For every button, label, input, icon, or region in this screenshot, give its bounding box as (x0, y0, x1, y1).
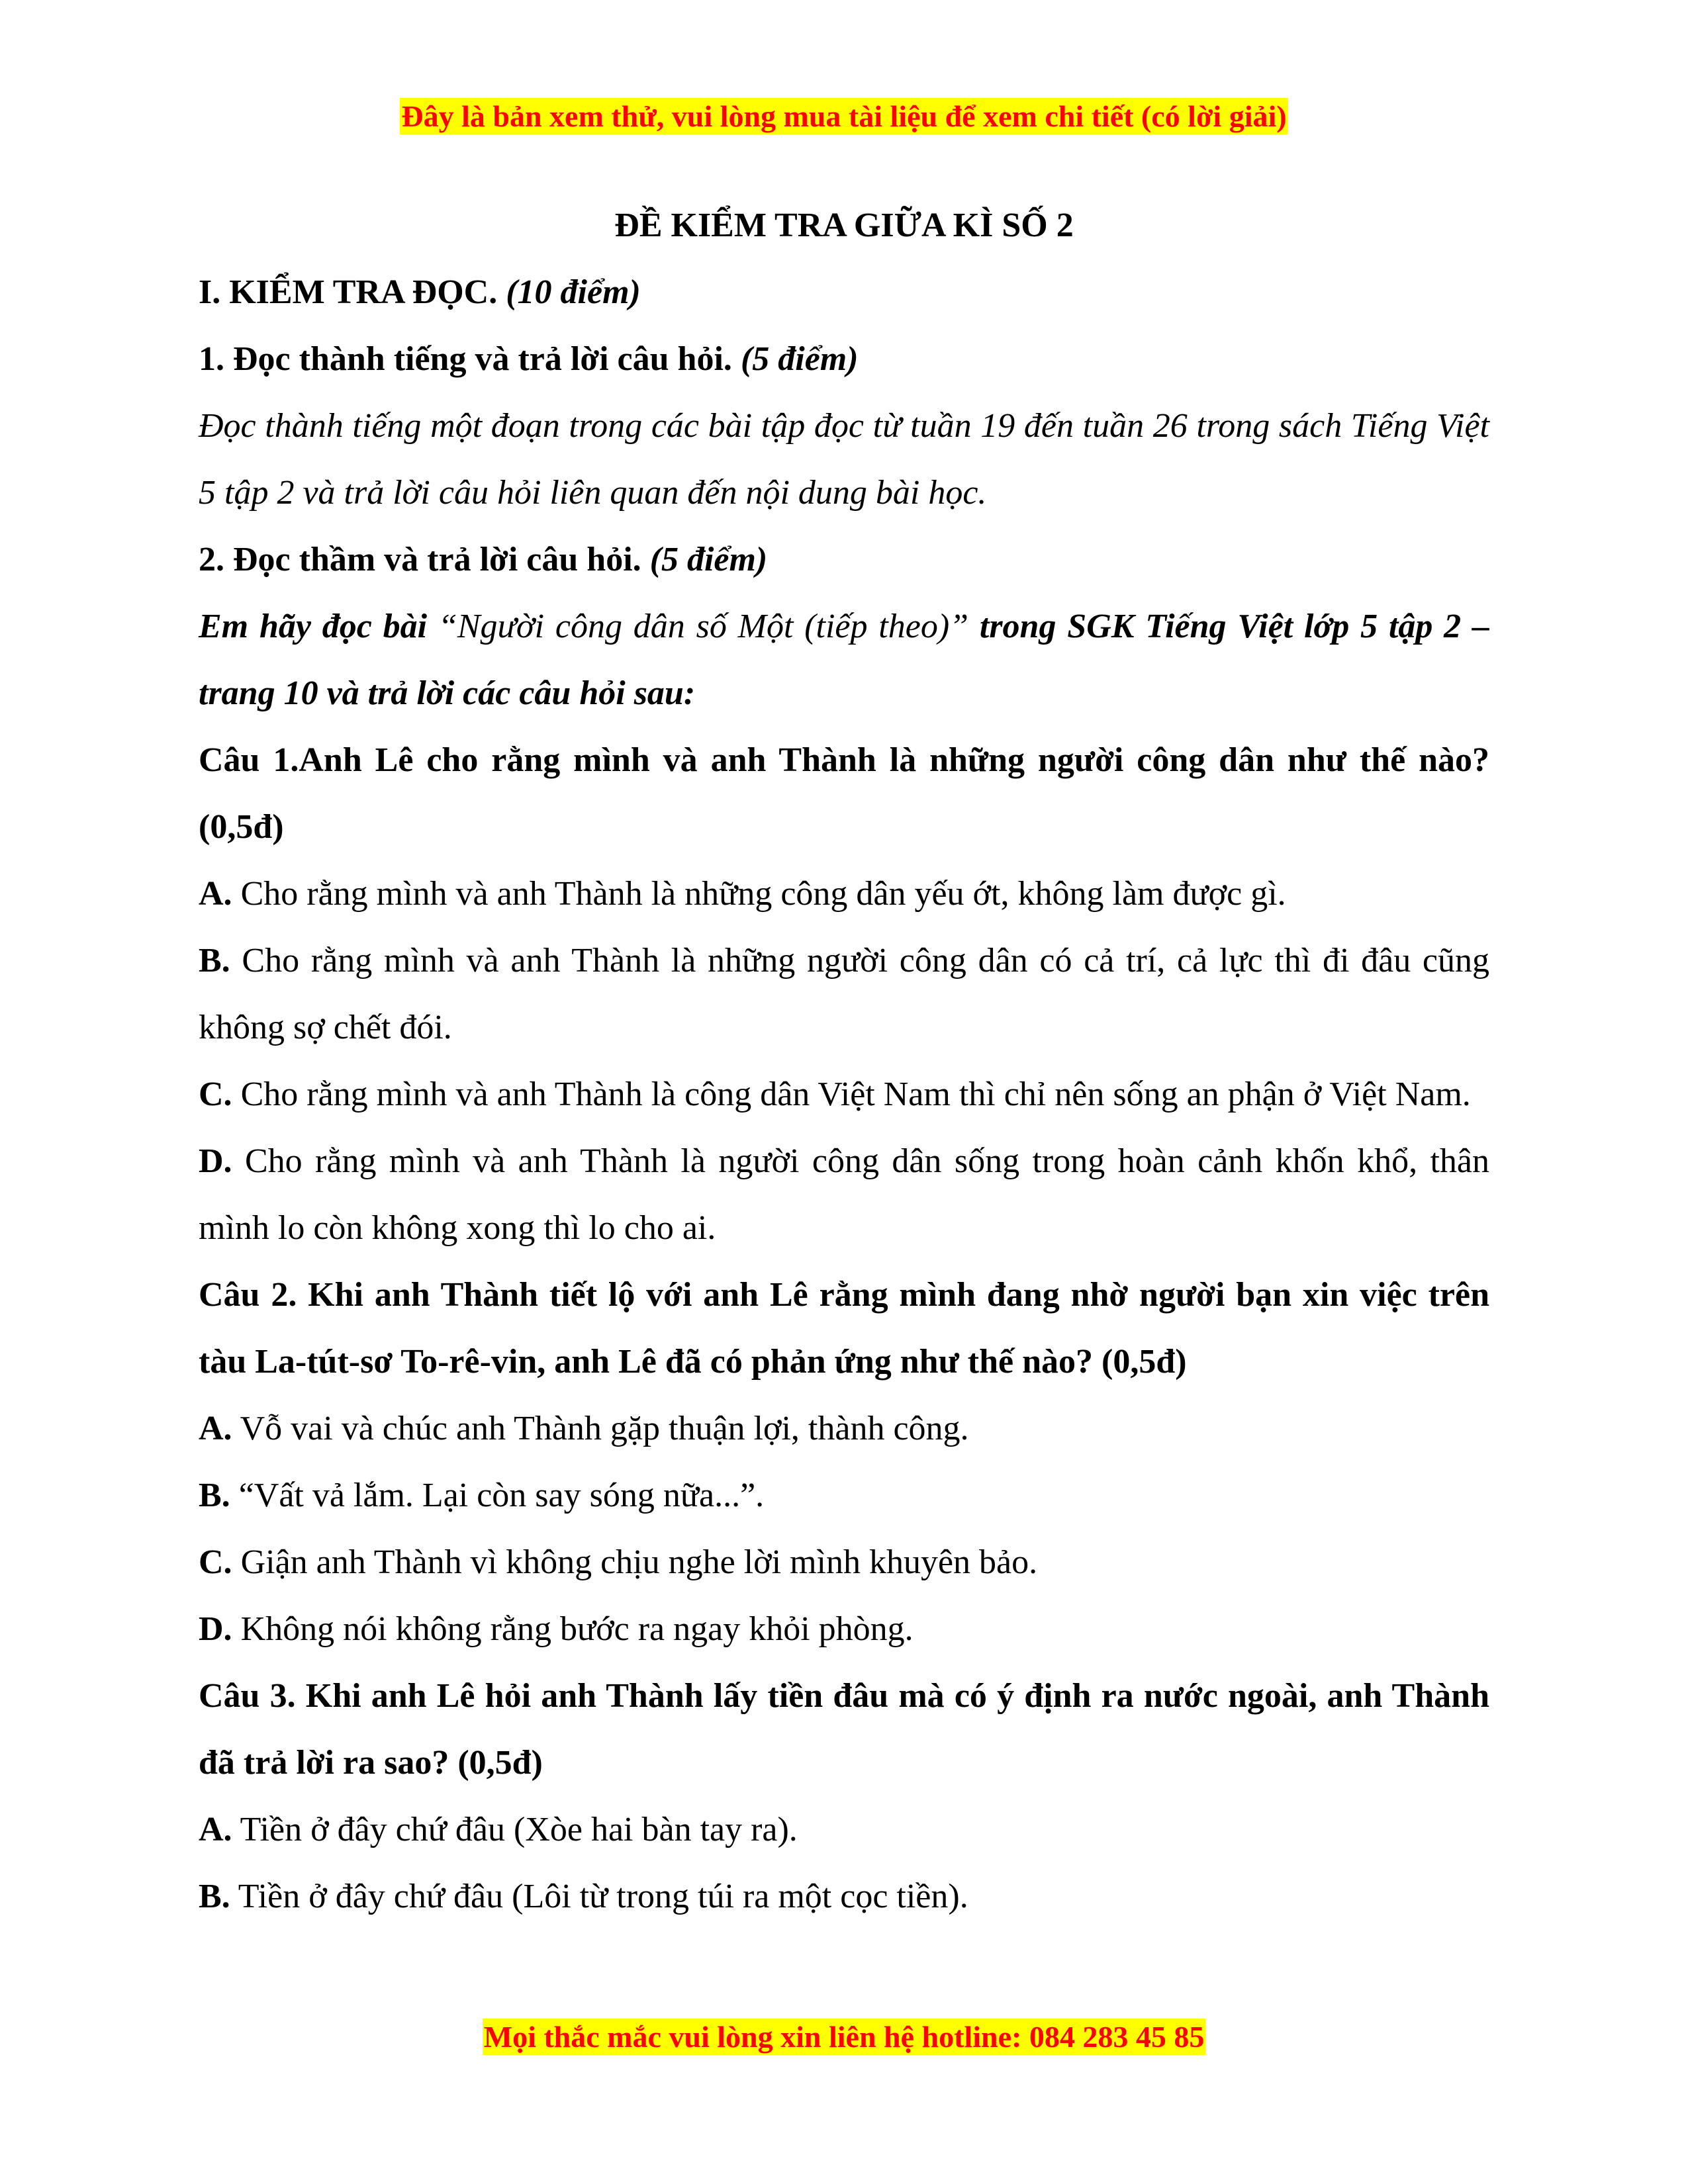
question-3-option-a (199, 1796, 1489, 1863)
document-body (199, 192, 1489, 1930)
option-text: Cho rằng mình và anh Thành là những người công dân có cả trí, cả lực thì đi đâu cũng không sợ chết đói. (199, 942, 1490, 1046)
section-heading-text: I. KIỂM TRA ĐỌC. (199, 273, 498, 311)
option-label: D. (199, 1610, 232, 1648)
section-heading-points: (10 điểm) (506, 273, 641, 311)
option-text: “Vất vả lắm. Lại còn say sóng nữa...”. (238, 1477, 765, 1514)
option-text: Giận anh Thành vì không chịu nghe lời mình khuyên bảo. (240, 1543, 1038, 1581)
part1-heading (199, 326, 1489, 392)
question-3: Câu 3. Khi anh Lê hỏi anh Thành lấy tiền đâu mà có ý định ra nước ngoài, anh Thành đã trả lời ra sao? (0,5đ) (199, 1677, 1489, 1782)
question-1-option-c (199, 1061, 1489, 1128)
part2-heading (199, 526, 1489, 593)
part2-instruction (199, 593, 1489, 727)
question-2-option-a (199, 1395, 1489, 1462)
question-2-option-b (199, 1462, 1489, 1529)
option-text: Cho rằng mình và anh Thành là những công dân yếu ớt, không làm được gì. (240, 875, 1286, 913)
question-1: Câu 1.Anh Lê cho rằng mình và anh Thành là những người công dân như thế nào? (0,5đ) (199, 741, 1489, 846)
option-text: Không nói không rằng bước ra ngay khỏi phòng. (240, 1610, 914, 1648)
part1-heading-points: (5 điểm) (740, 340, 859, 378)
option-label: A. (199, 1410, 232, 1447)
hotline-banner (0, 2019, 1688, 2056)
part2-instruction-lead: Em hãy đọc bài (199, 608, 428, 645)
part2-heading-points: (5 điểm) (649, 541, 768, 578)
part2-reading-title: “Người công dân số Một (tiếp theo)” (438, 608, 969, 645)
question-1-option-d (199, 1128, 1489, 1261)
option-label: A. (199, 875, 232, 913)
part1-heading-text: 1. Đọc thành tiếng và trả lời câu hỏi. (199, 340, 732, 378)
option-text: Cho rằng mình và anh Thành là người công dân sống trong hoàn cảnh khốn khổ, thân mình lo còn không xong thì lo cho ai. (199, 1142, 1490, 1247)
question-2-option-c (199, 1529, 1489, 1596)
part1-instruction: Đọc thành tiếng một đoạn trong các bài tập đọc từ tuần 19 đến tuần 26 trong sách Tiếng Việt 5 tập 2 và trả lời câu hỏi liên quan đến nội dung bài học. (199, 407, 1489, 512)
part2-heading-text: 2. Đọc thầm và trả lời câu hỏi. (199, 541, 641, 578)
option-label: B. (199, 942, 230, 979)
option-text: Vỗ vai và chúc anh Thành gặp thuận lợi, thành công. (240, 1410, 969, 1447)
preview-banner (0, 98, 1688, 135)
option-text: Tiền ở đây chứ đâu (Lôi từ trong túi ra một cọc tiền). (238, 1878, 968, 1915)
question-2: Câu 2. Khi anh Thành tiết lộ với anh Lê rằng mình đang nhờ người bạn xin việc trên tàu La-tút-sơ To-rê-vin, anh Lê đã có phản ứng như thế nào? (0,5đ) (199, 1276, 1489, 1381)
part2-instruction-tail: trong SGK Tiếng Việt lớp 5 tập 2 – trang 10 và trả lời các câu hỏi sau: (199, 608, 1489, 712)
option-label: C. (199, 1543, 232, 1581)
question-1-option-b (199, 927, 1489, 1061)
option-label: B. (199, 1878, 230, 1915)
question-1-option-a (199, 860, 1489, 927)
question-2-option-d (199, 1596, 1489, 1662)
option-text: Tiền ở đây chứ đâu (Xòe hai bàn tay ra). (240, 1811, 798, 1848)
question-3-option-b (199, 1863, 1489, 1930)
option-label: B. (199, 1477, 230, 1514)
page-title: ĐỀ KIỂM TRA GIỮA KÌ SỐ 2 (614, 206, 1074, 244)
option-label: D. (199, 1142, 232, 1180)
section-heading (199, 259, 1489, 326)
option-label: C. (199, 1075, 232, 1113)
hotline-banner-text: Mọi thắc mắc vui lòng xin liên hệ hotline: 084 283 45 85 (483, 2020, 1205, 2054)
preview-banner-text: Đây là bản xem thử, vui lòng mua tài liệu để xem chi tiết (có lời giải) (401, 99, 1287, 133)
option-label: A. (199, 1811, 232, 1848)
option-text: Cho rằng mình và anh Thành là công dân Việt Nam thì chỉ nên sống an phận ở Việt Nam. (240, 1075, 1471, 1113)
